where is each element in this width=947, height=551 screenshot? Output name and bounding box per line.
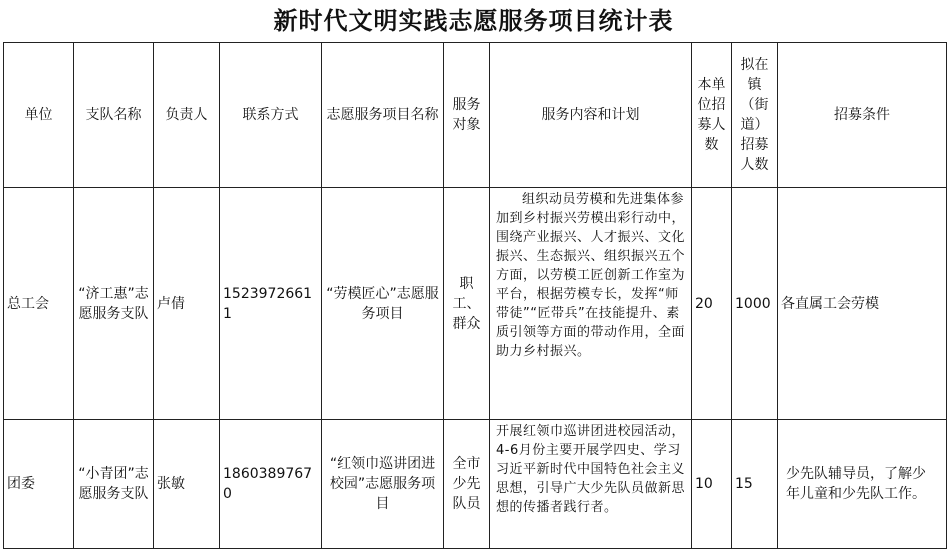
volunteer-project-table <box>3 42 947 549</box>
page-title: 新时代文明实践志愿服务项目统计表 <box>273 7 674 35</box>
header-requirements: 招募条件 <box>778 43 947 188</box>
header-content: 服务内容和计划 <box>490 43 692 188</box>
cell-requirements: 各直属工会劳模 <box>778 188 947 420</box>
cell-target: 职工、群众 <box>444 188 490 420</box>
cell-team: “小青团”志愿服务支队 <box>74 420 154 549</box>
header-leader: 负责人 <box>154 43 220 188</box>
header-target: 服务对象 <box>444 43 490 188</box>
cell-project: “劳模匠心”志愿服务项目 <box>322 188 444 420</box>
cell-target: 全市少先队员 <box>444 420 490 549</box>
cell-requirements: 少先队辅导员，了解少年儿童和少先队工作。 <box>778 420 947 549</box>
cell-unit: 团委 <box>4 420 74 549</box>
cell-town-recruit: 15 <box>732 420 778 549</box>
table-row <box>4 188 947 420</box>
header-town-recruit: 拟在镇（街道）招募人数 <box>732 43 778 188</box>
cell-content: 开展红领巾巡讲团进校园活动，4-6月份主要开展学四史、学习习近平新时代中国特色社会主义思想，引导广大少先队员做新思想的传播者践行者。 <box>490 420 692 549</box>
cell-project: “红领巾巡讲团进校园”志愿服务项目 <box>322 420 444 549</box>
cell-unit-recruit: 10 <box>692 420 732 549</box>
header-unit: 单位 <box>4 43 74 188</box>
header-unit-recruit: 本单位招募人数 <box>692 43 732 188</box>
header-row <box>4 43 947 188</box>
cell-town-recruit: 1000 <box>732 188 778 420</box>
cell-unit: 总工会 <box>4 188 74 420</box>
cell-team: “济工惠”志愿服务支队 <box>74 188 154 420</box>
cell-leader: 卢倩 <box>154 188 220 420</box>
header-team: 支队名称 <box>74 43 154 188</box>
cell-leader: 张敏 <box>154 420 220 549</box>
header-project: 志愿服务项目名称 <box>322 43 444 188</box>
cell-contact: 15239726611 <box>220 188 322 420</box>
cell-unit-recruit: 20 <box>692 188 732 420</box>
cell-content: 组织动员劳模和先进集体参加到乡村振兴劳模出彩行动中，围绕产业振兴、人才振兴、文化振兴、生态振兴、组织振兴五个方面，以劳模工匠创新工作室为平台，根据劳模专长，发挥“师带徒”“匠带兵”在技能提升、素质引领等方面的带动作用，全面助力乡村振兴。 <box>490 188 692 420</box>
cell-contact: 18603897670 <box>220 420 322 549</box>
header-contact: 联系方式 <box>220 43 322 188</box>
table-row <box>4 420 947 549</box>
